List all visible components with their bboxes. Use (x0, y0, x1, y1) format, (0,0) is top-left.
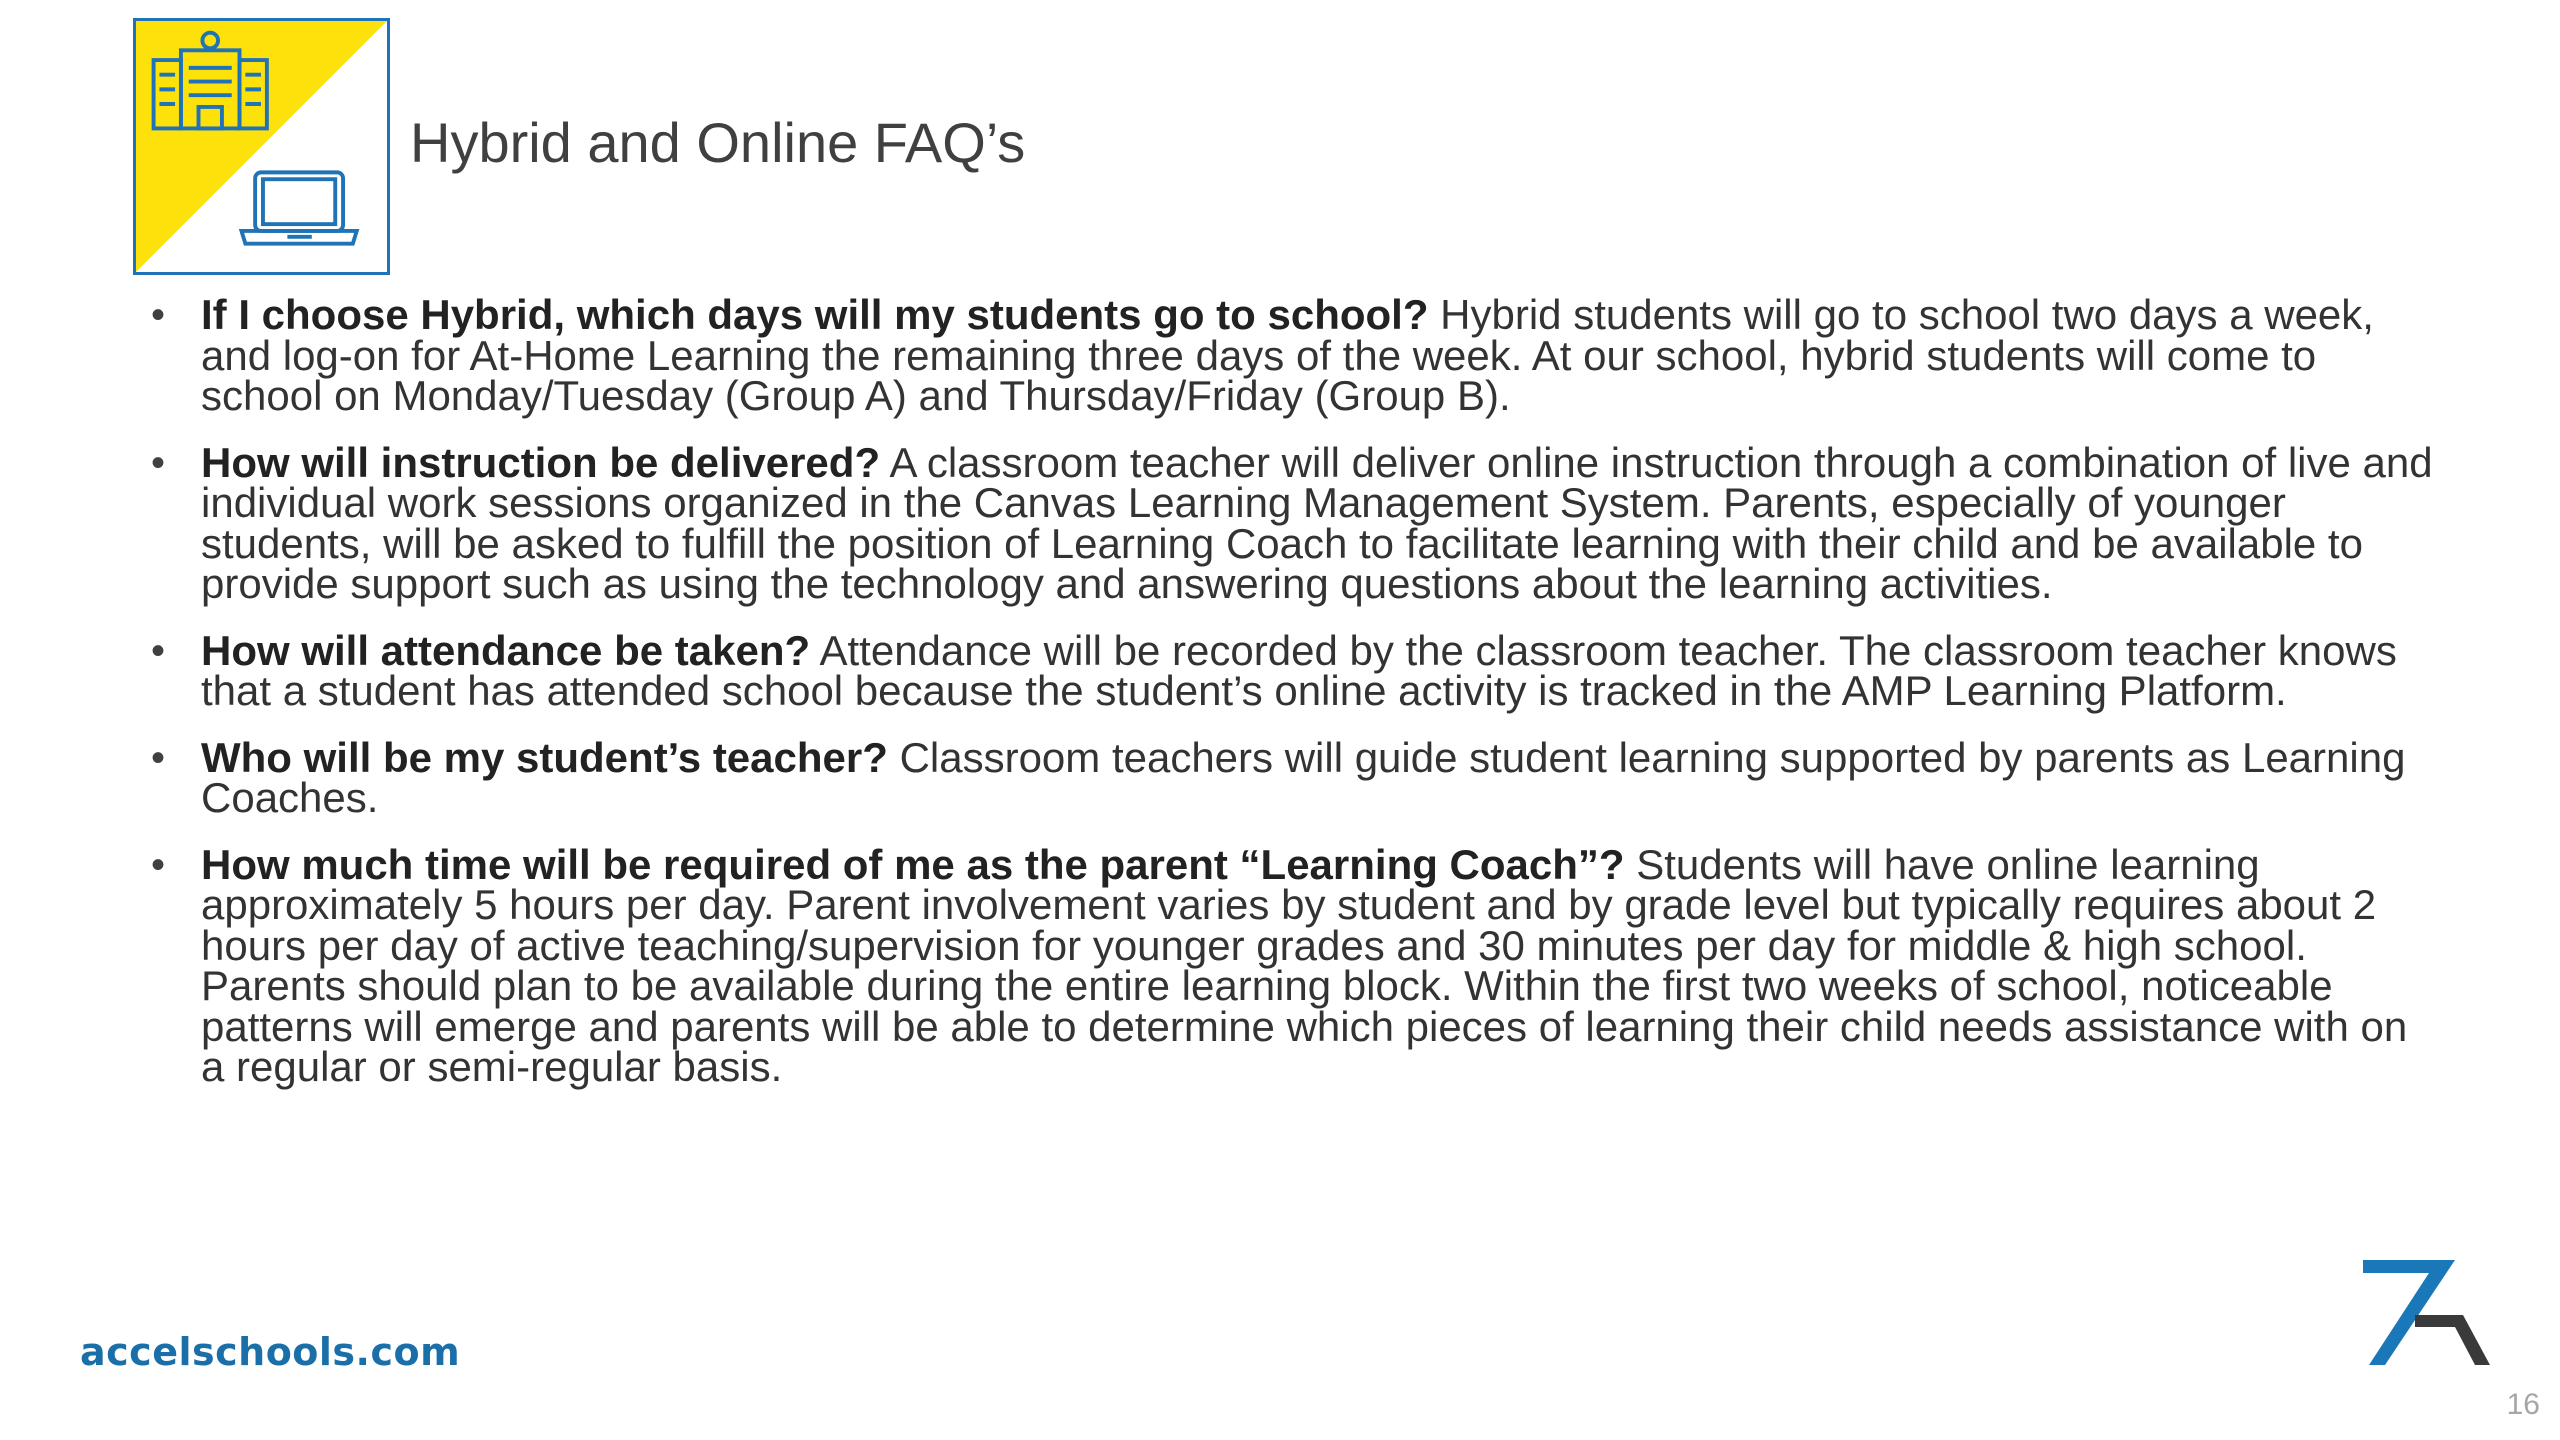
faq-question: Who will be my student’s teacher? (201, 733, 888, 781)
bullet-icon: • (151, 293, 166, 337)
faq-answer: A classroom teacher will deliver online instruction through a combination of live and individual work sessions organized in the Canvas Learning Management System. Parents, especially of younger students, will be asked to fulfill the position of Learning Coach to facilitate learning with their child and be available to provide support such as using the technology and answering questions about the learning activities. (201, 438, 2433, 607)
laptop-icon (241, 172, 356, 243)
faq-item (145, 438, 2435, 607)
faq-answer: Hybrid students will go to school two days a week, and log-on for At-Home Learning the remaining three days of the week. At our school, hybrid students will come to school on Monday/Tuesday (Group A) and Thursday/Friday (Group B). (201, 291, 2374, 419)
faq-question: How will attendance be taken? (201, 626, 811, 674)
bullet-icon: • (151, 628, 166, 673)
faq-item (145, 291, 2435, 419)
faq-answer: Classroom teachers will guide student learning supported by parents as Learning Coaches. (201, 733, 2406, 821)
faq-question: If I choose Hybrid, which days will my students go to school? (201, 291, 1429, 338)
bullet-icon: • (151, 440, 166, 485)
faq-item (145, 733, 2435, 821)
page-title: Hybrid and Online FAQ’s (410, 111, 1026, 174)
faq-item (145, 626, 2435, 714)
header-icon-box (133, 18, 390, 275)
faq-answer: Attendance will be recorded by the classroom teacher. The classroom teacher knows that a student has attended school because the student’s online activity is tracked in the AMP Learning Platform. (201, 626, 2397, 714)
accel-logo-icon (2355, 1255, 2495, 1370)
footer-website-link[interactable]: accelschools.com (80, 1330, 461, 1374)
faq-question: How will instruction be delivered? (201, 438, 881, 486)
header-illustration (136, 21, 387, 272)
bullet-icon: • (151, 735, 166, 780)
faq-list (145, 291, 2435, 1114)
bullet-icon: • (151, 842, 166, 887)
page-number: 16 (2506, 1388, 2540, 1421)
faq-item (145, 840, 2435, 1090)
faq-answer: Students will have online learning approximately 5 hours per day. Parent involvement varies by student and by grade level but typically requires about 2 hours per day of active teaching/supervision for younger grades and 30 minutes per day for middle & high school. Parents should plan to be available during the entire learning block. Within the first two weeks of school, noticeable patterns will emerge and parents will be able to determine which pieces of learning their child needs assistance with on a regular or semi-regular basis. (201, 840, 2408, 1090)
faq-question: How much time will be required of me as the parent “Learning Coach”? (201, 840, 1625, 888)
